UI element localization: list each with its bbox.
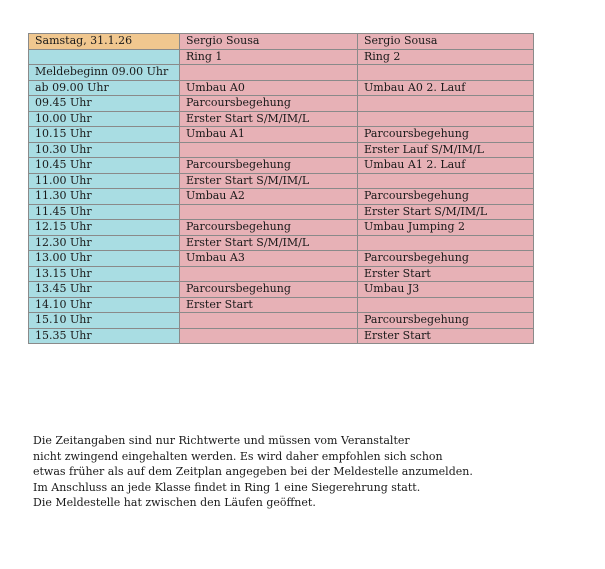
time-cell: 13.15 Uhr	[29, 266, 180, 282]
note-line: etwas früher als auf dem Zeitplan angegeben bei der Meldestelle anzumelden.	[33, 465, 473, 479]
ring1-cell: Parcoursbegehung	[180, 158, 358, 174]
ring1-cell: Erster Start S/M/IM/L	[180, 173, 358, 189]
time-cell: 10.30 Uhr	[29, 142, 180, 158]
ring1-cell: Umbau A2	[180, 189, 358, 205]
schedule-date: Samstag, 31.1.26	[29, 34, 180, 50]
time-cell: 13.00 Uhr	[29, 251, 180, 267]
schedule-row	[29, 220, 534, 236]
schedule-header-row	[29, 34, 534, 50]
notes-paragraph	[33, 433, 473, 511]
ring1-cell: Erster Start S/M/IM/L	[180, 111, 358, 127]
ring2-cell: Erster Start	[358, 328, 534, 344]
ring1-name: Ring 1	[180, 49, 358, 65]
ring1-cell: Umbau A3	[180, 251, 358, 267]
schedule-row	[29, 328, 534, 344]
ring2-cell	[358, 235, 534, 251]
time-cell: 10.00 Uhr	[29, 111, 180, 127]
schedule-row	[29, 127, 534, 143]
time-cell: 15.10 Uhr	[29, 313, 180, 329]
registration-start: Meldebeginn 09.00 Uhr	[29, 65, 180, 81]
time-cell: 10.45 Uhr	[29, 158, 180, 174]
ring1-cell: Parcoursbegehung	[180, 282, 358, 298]
empty-cell	[358, 65, 534, 81]
ring2-cell: Umbau Jumping 2	[358, 220, 534, 236]
schedule-row	[29, 204, 534, 220]
ring1-cell: Umbau A1	[180, 127, 358, 143]
time-cell: 11.00 Uhr	[29, 173, 180, 189]
ring2-cell: Erster Start S/M/IM/L	[358, 204, 534, 220]
schedule-row	[29, 142, 534, 158]
ring2-cell: Umbau A1 2. Lauf	[358, 158, 534, 174]
ring1-cell	[180, 328, 358, 344]
ring-names-row	[29, 49, 534, 65]
ring2-name: Ring 2	[358, 49, 534, 65]
time-cell: ab 09.00 Uhr	[29, 80, 180, 96]
schedule-row	[29, 266, 534, 282]
schedule-row	[29, 282, 534, 298]
ring1-cell: Parcoursbegehung	[180, 96, 358, 112]
time-cell: 11.30 Uhr	[29, 189, 180, 205]
note-line: Die Zeitangaben sind nur Richtwerte und müssen vom Veranstalter	[33, 434, 410, 447]
note-line: Die Meldestelle hat zwischen den Läufen geöffnet.	[33, 496, 316, 510]
ring2-cell: Umbau A0 2. Lauf	[358, 80, 534, 96]
time-cell: 11.45 Uhr	[29, 204, 180, 220]
schedule-row	[29, 80, 534, 96]
ring2-cell: Parcoursbegehung	[358, 313, 534, 329]
schedule-row	[29, 173, 534, 189]
schedule-table	[28, 33, 534, 344]
schedule-row	[29, 235, 534, 251]
ring1-cell: Parcoursbegehung	[180, 220, 358, 236]
ring1-cell	[180, 204, 358, 220]
schedule-row	[29, 158, 534, 174]
empty-cell	[29, 49, 180, 65]
ring2-cell	[358, 173, 534, 189]
note-line: nicht zwingend eingehalten werden. Es wird daher empfohlen sich schon	[33, 449, 443, 463]
time-cell: 13.45 Uhr	[29, 282, 180, 298]
schedule-row	[29, 96, 534, 112]
ring2-judge: Sergio Sousa	[358, 34, 534, 50]
registration-row	[29, 65, 534, 81]
ring2-cell: Erster Lauf S/M/IM/L	[358, 142, 534, 158]
ring2-cell: Erster Start	[358, 266, 534, 282]
time-cell: 12.15 Uhr	[29, 220, 180, 236]
ring2-cell	[358, 297, 534, 313]
ring2-cell: Parcoursbegehung	[358, 189, 534, 205]
ring1-judge: Sergio Sousa	[180, 34, 358, 50]
empty-cell	[180, 65, 358, 81]
ring2-cell	[358, 111, 534, 127]
ring2-cell: Parcoursbegehung	[358, 127, 534, 143]
ring2-cell: Umbau J3	[358, 282, 534, 298]
ring1-cell	[180, 266, 358, 282]
time-cell: 15.35 Uhr	[29, 328, 180, 344]
ring1-cell: Erster Start S/M/IM/L	[180, 235, 358, 251]
schedule-row	[29, 111, 534, 127]
time-cell: 14.10 Uhr	[29, 297, 180, 313]
ring1-cell	[180, 313, 358, 329]
time-cell: 09.45 Uhr	[29, 96, 180, 112]
schedule-row	[29, 297, 534, 313]
ring2-cell: Parcoursbegehung	[358, 251, 534, 267]
note-line: Im Anschluss an jede Klasse findet in Ring 1 eine Siegerehrung statt.	[33, 480, 421, 494]
ring1-cell	[180, 142, 358, 158]
ring1-cell: Umbau A0	[180, 80, 358, 96]
schedule-row	[29, 189, 534, 205]
time-cell: 10.15 Uhr	[29, 127, 180, 143]
time-cell: 12.30 Uhr	[29, 235, 180, 251]
schedule-row	[29, 251, 534, 267]
ring2-cell	[358, 96, 534, 112]
ring1-cell: Erster Start	[180, 297, 358, 313]
schedule-row	[29, 313, 534, 329]
